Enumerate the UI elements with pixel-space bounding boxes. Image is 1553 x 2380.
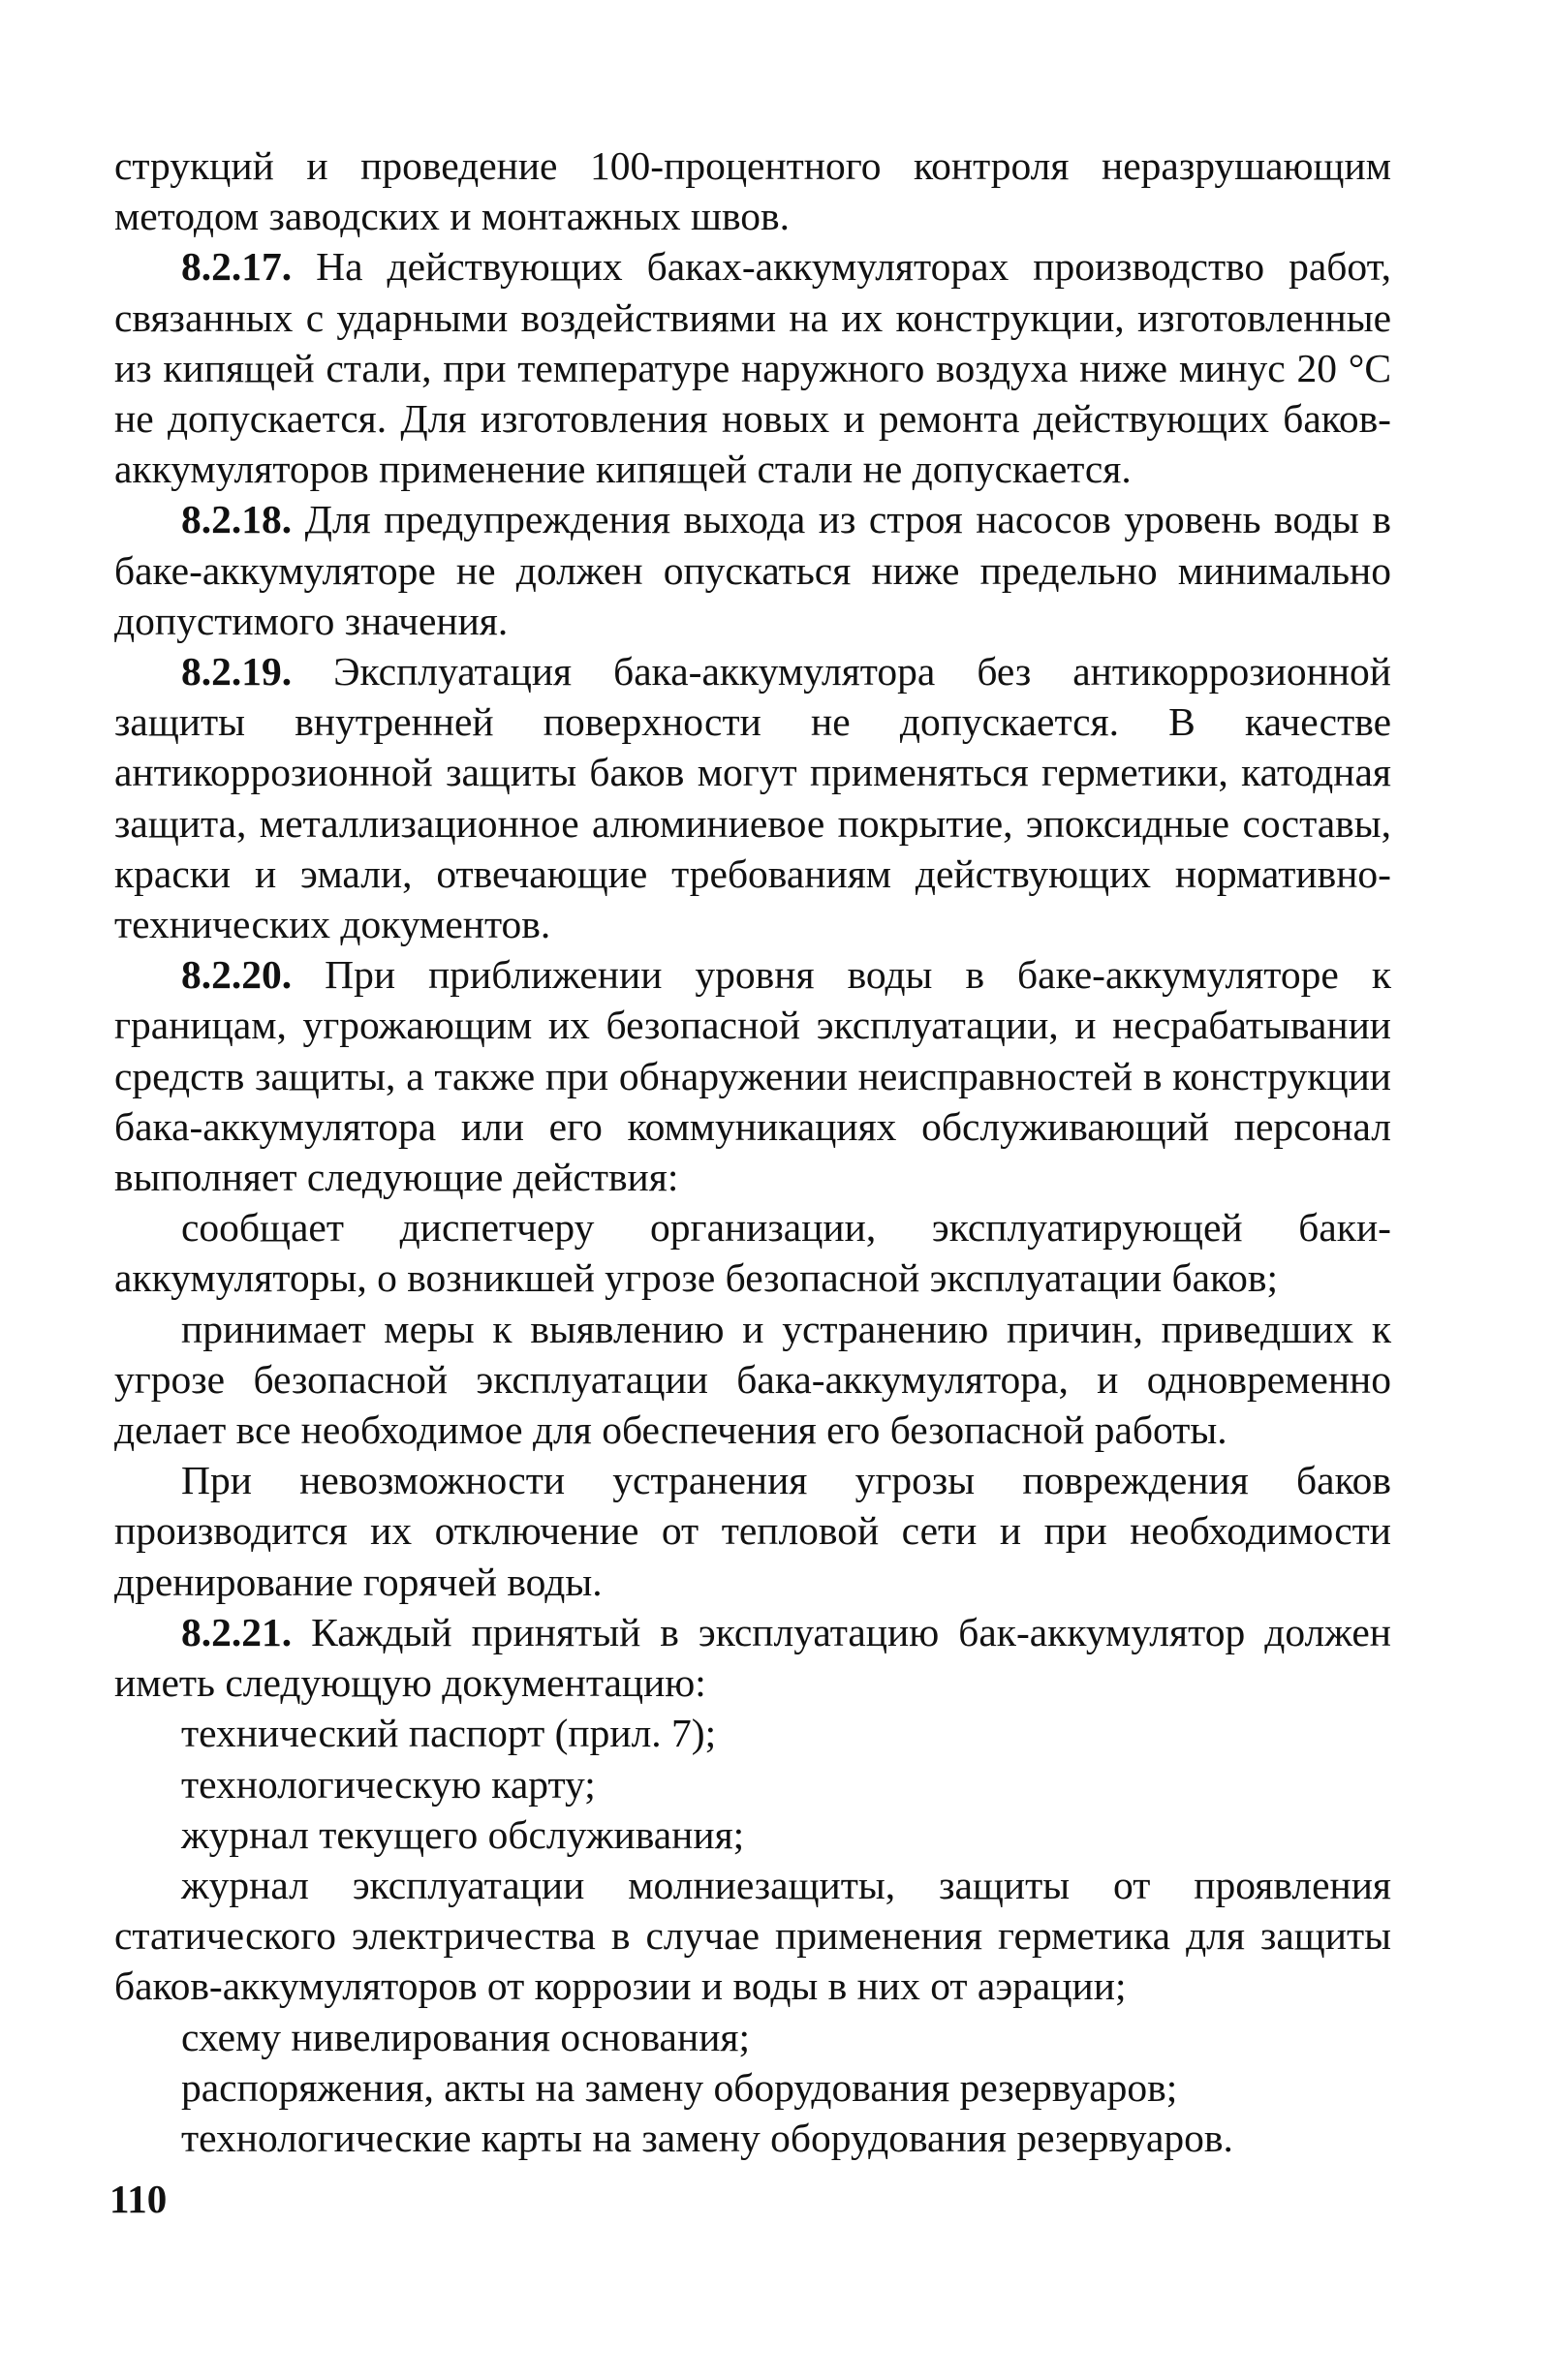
section-number: 8.2.17. bbox=[181, 244, 293, 290]
section-number: 8.2.20. bbox=[181, 952, 293, 998]
paragraph-8-2-18 bbox=[114, 494, 1391, 646]
paragraph-text: На действующих баках-аккумуляторах производство работ, связанных с ударными воздействиями на их конструкции, изготовленные из кипящей стали, при температуре наружного воздуха ниже минус 20 °С не допускается. Для изготовления новых и ремонта действующих баков-аккумуляторов применение кипящей стали не допускается. bbox=[114, 244, 1391, 492]
paragraph-text: принимает меры к выявлению и устранению причин, приведших к угрозе безопасной эксплуатации бака-аккумулятора, и одновременно делает все необходимое для обеспечения его безопасной работы. bbox=[114, 1306, 1391, 1453]
paragraph-text: журнал текущего обслуживания; bbox=[181, 1811, 745, 1857]
paragraph-8-2-17 bbox=[114, 241, 1391, 494]
paragraph-text: схему нивелирования основания; bbox=[181, 2014, 751, 2059]
paragraph-text: журнал эксплуатации молниезащиты, защиты от проявления статического электричества в случае применения герметика для защиты баков-аккумуляторов от коррозии и воды в них от аэрации; bbox=[114, 1862, 1391, 2009]
paragraph-text: Для предупреждения выхода из строя насосов уровень воды в баке-аккумуляторе не должен опускаться ниже предельно минимально допустимого значения. bbox=[114, 497, 1391, 643]
list-item bbox=[114, 1759, 1391, 1809]
paragraph-text: технологические карты на замену оборудования резервуаров. bbox=[181, 2115, 1233, 2160]
paragraph-text: технологическую карту; bbox=[181, 1761, 596, 1807]
paragraph-8-2-19 bbox=[114, 646, 1391, 949]
list-item bbox=[114, 1809, 1391, 1860]
list-item bbox=[114, 1708, 1391, 1758]
paragraph-continuation bbox=[114, 140, 1391, 241]
list-item bbox=[114, 2062, 1391, 2113]
section-number: 8.2.19. bbox=[181, 649, 293, 695]
paragraph-text: струкций и проведение 100-процентного контроля неразрушающим методом заводских и монтажных швов. bbox=[114, 143, 1391, 239]
paragraph-8-2-21 bbox=[114, 1607, 1391, 1708]
paragraph-8-2-20 bbox=[114, 949, 1391, 1202]
paragraph bbox=[114, 1455, 1391, 1607]
paragraph-text: технический паспорт (прил. 7); bbox=[181, 1711, 717, 1756]
paragraph-text: сообщает диспетчеру организации, эксплуатирующей баки-аккумуляторы, о возникшей угрозе безопасной эксплуатации баков; bbox=[114, 1205, 1391, 1301]
paragraph-text: При приближении уровня воды в баке-аккумуляторе к границам, угрожающим их безопасной эксплуатации, и несрабатывании средств защиты, а также при обнаружении неисправностей в конструкции бака-аккумулятора или его коммуникациях обслуживающий персонал выполняет следующие действия: bbox=[114, 952, 1391, 1200]
paragraph-text: При невозможности устранения угрозы повреждения баков производится их отключение от тепловой сети и при необходимости дренирование горячей воды. bbox=[114, 1458, 1391, 1604]
section-number: 8.2.21. bbox=[181, 1609, 293, 1654]
body-text bbox=[114, 140, 1391, 2163]
list-item bbox=[114, 1202, 1391, 1303]
page-number: 110 bbox=[109, 2177, 168, 2221]
list-item bbox=[114, 2012, 1391, 2062]
section-number: 8.2.18. bbox=[181, 497, 293, 542]
list-item bbox=[114, 1304, 1391, 1456]
paragraph-text: распоряжения, акты на замену оборудования резервуаров; bbox=[181, 2064, 1178, 2110]
list-item bbox=[114, 1860, 1391, 2012]
paragraph-text: Каждый принятый в эксплуатацию бак-аккумулятор должен иметь следующую документацию: bbox=[114, 1609, 1391, 1706]
list-item bbox=[114, 2113, 1391, 2163]
paragraph-text: Эксплуатация бака-аккумулятора без антикоррозионной защиты внутренней поверхности не допускается. В качестве антикоррозионной защиты баков могут применяться герметики, катодная защита, металлизационное алюминиевое покрытие, эпоксидные составы, краски и эмали, отвечающие требованиям действующих нормативно-технических документов. bbox=[114, 649, 1391, 947]
